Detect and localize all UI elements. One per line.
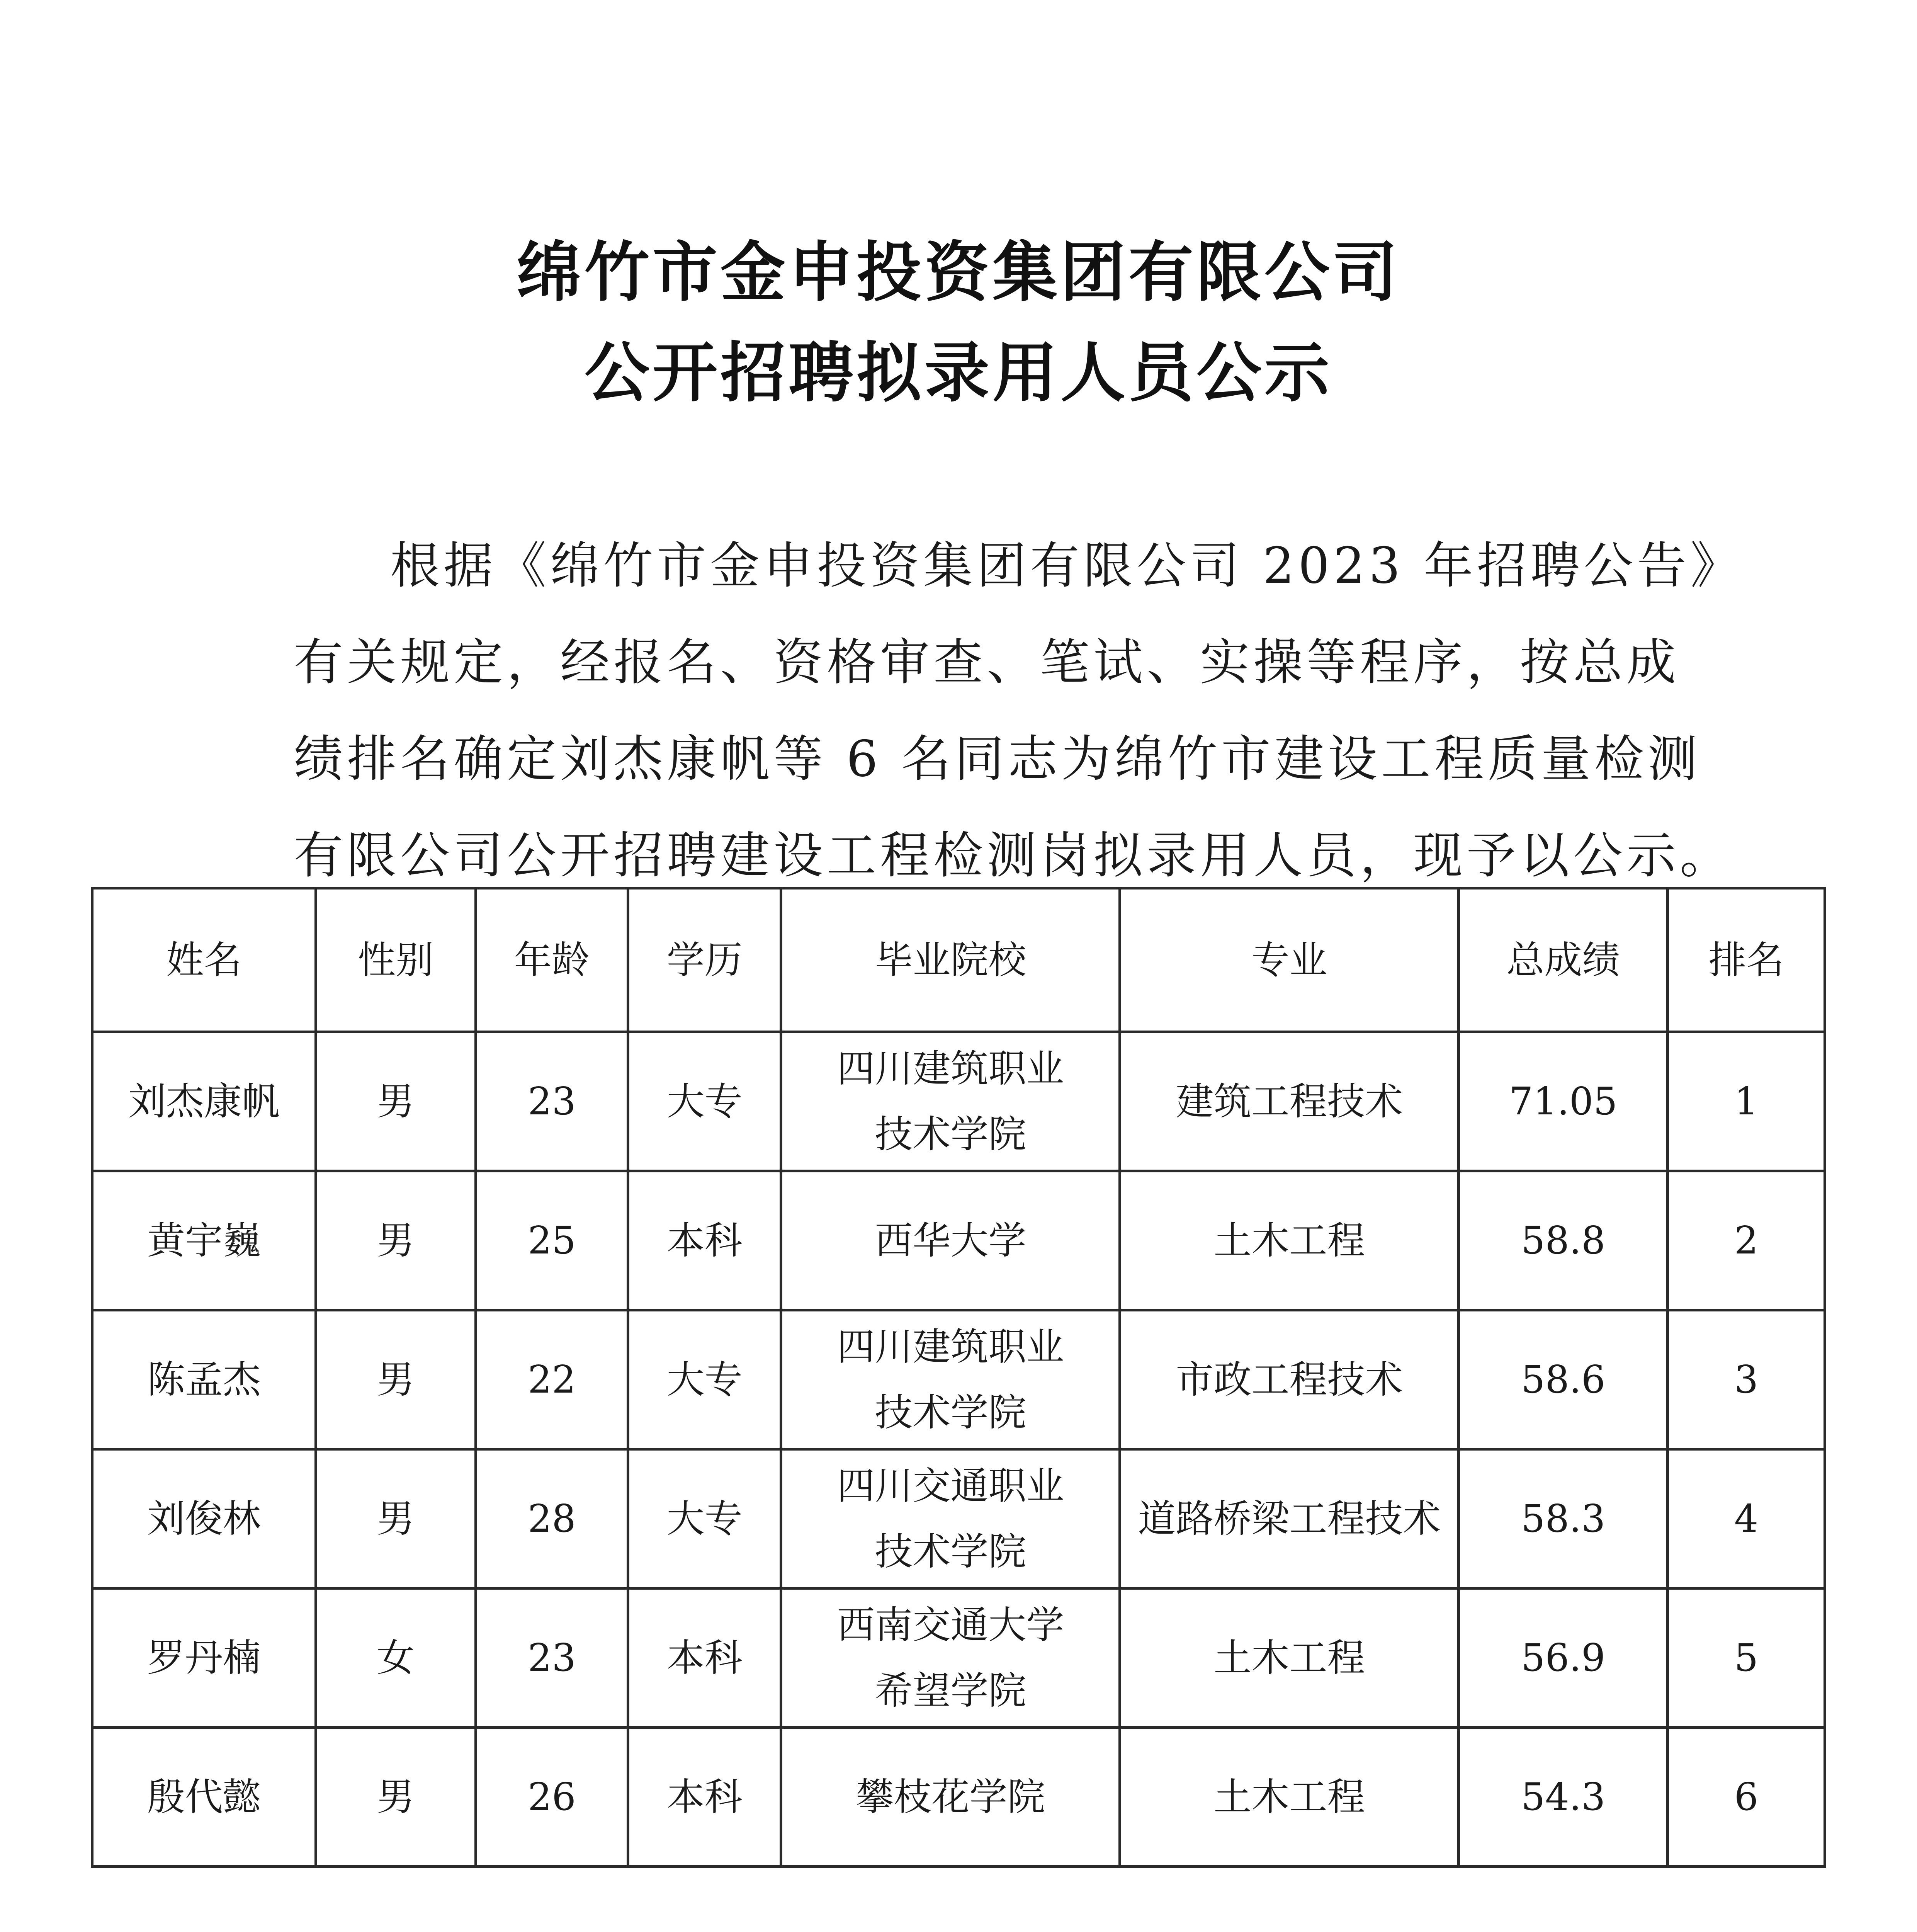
school-line: 四川建筑职业 bbox=[837, 1046, 1064, 1091]
paragraph-line: 有关规定，经报名、资格审查、笔试、实操等程序，按总成 bbox=[294, 634, 1680, 691]
cell-score: 58.3 bbox=[1459, 1449, 1668, 1588]
cell-school bbox=[781, 1310, 1120, 1449]
cell-age: 25 bbox=[476, 1171, 628, 1310]
table-row bbox=[92, 1171, 1825, 1310]
cell-sex: 男 bbox=[316, 1032, 476, 1171]
cell-education: 本科 bbox=[628, 1728, 781, 1867]
cell-sex: 男 bbox=[316, 1310, 476, 1449]
header-rank: 排名 bbox=[1668, 888, 1825, 1032]
cell-sex: 男 bbox=[316, 1449, 476, 1588]
school-line: 技术学院 bbox=[875, 1112, 1026, 1156]
candidate-table bbox=[91, 887, 1826, 1868]
header-name: 姓名 bbox=[92, 888, 316, 1032]
school-line: 技术学院 bbox=[875, 1390, 1026, 1435]
cell-education: 大专 bbox=[628, 1449, 781, 1588]
cell-sex: 男 bbox=[316, 1728, 476, 1867]
cell-age: 23 bbox=[476, 1032, 628, 1171]
header-major: 专业 bbox=[1120, 888, 1459, 1032]
cell-name: 刘俊林 bbox=[92, 1449, 316, 1588]
cell-rank: 1 bbox=[1668, 1032, 1825, 1171]
school-line: 希望学院 bbox=[875, 1668, 1026, 1713]
cell-school: 西华大学 bbox=[781, 1171, 1120, 1310]
cell-major: 市政工程技术 bbox=[1120, 1310, 1459, 1449]
document-title-line1: 绵竹市金申投资集团有限公司 bbox=[517, 234, 1400, 310]
table-row bbox=[92, 1032, 1825, 1171]
table-row bbox=[92, 1728, 1825, 1867]
cell-name: 殷代懿 bbox=[92, 1728, 316, 1867]
cell-major: 道路桥梁工程技术 bbox=[1120, 1449, 1459, 1588]
cell-age: 28 bbox=[476, 1449, 628, 1588]
cell-score: 56.9 bbox=[1459, 1588, 1668, 1728]
cell-major: 土木工程 bbox=[1120, 1171, 1459, 1310]
cell-school bbox=[781, 1032, 1120, 1171]
header-total-score: 总成绩 bbox=[1459, 888, 1668, 1032]
cell-score: 58.6 bbox=[1459, 1310, 1668, 1449]
school-line: 四川交通职业 bbox=[837, 1464, 1064, 1508]
cell-major: 土木工程 bbox=[1120, 1588, 1459, 1728]
cell-rank: 6 bbox=[1668, 1728, 1825, 1867]
cell-education: 本科 bbox=[628, 1171, 781, 1310]
cell-school bbox=[781, 1588, 1120, 1728]
cell-school bbox=[781, 1449, 1120, 1588]
document-title-line2: 公开招聘拟录用人员公示 bbox=[585, 334, 1332, 411]
announcement-paragraph bbox=[294, 518, 1744, 904]
cell-education: 大专 bbox=[628, 1032, 781, 1171]
table-row bbox=[92, 1449, 1825, 1588]
cell-rank: 2 bbox=[1668, 1171, 1825, 1310]
paragraph-line: 绩排名确定刘杰康帆等 6 名同志为绵竹市建设工程质量检测 bbox=[294, 730, 1701, 788]
cell-name: 罗丹楠 bbox=[92, 1588, 316, 1728]
cell-name: 刘杰康帆 bbox=[92, 1032, 316, 1171]
cell-sex: 女 bbox=[316, 1588, 476, 1728]
cell-education: 本科 bbox=[628, 1588, 781, 1728]
cell-rank: 5 bbox=[1668, 1588, 1825, 1728]
cell-score: 54.3 bbox=[1459, 1728, 1668, 1867]
cell-education: 大专 bbox=[628, 1310, 781, 1449]
cell-name: 黄宇巍 bbox=[92, 1171, 316, 1310]
paragraph-line: 有限公司公开招聘建设工程检测岗拟录用人员，现予以公示。 bbox=[294, 827, 1733, 884]
cell-score: 58.8 bbox=[1459, 1171, 1668, 1310]
cell-name: 陈孟杰 bbox=[92, 1310, 316, 1449]
header-sex: 性别 bbox=[316, 888, 476, 1032]
cell-age: 22 bbox=[476, 1310, 628, 1449]
cell-age: 26 bbox=[476, 1728, 628, 1867]
cell-major: 建筑工程技术 bbox=[1120, 1032, 1459, 1171]
cell-score: 71.05 bbox=[1459, 1032, 1668, 1171]
table-row bbox=[92, 1588, 1825, 1728]
cell-age: 23 bbox=[476, 1588, 628, 1728]
cell-rank: 3 bbox=[1668, 1310, 1825, 1449]
table-header-row bbox=[92, 888, 1825, 1032]
header-education: 学历 bbox=[628, 888, 781, 1032]
cell-school: 攀枝花学院 bbox=[781, 1728, 1120, 1867]
cell-major: 土木工程 bbox=[1120, 1728, 1459, 1867]
school-line: 四川建筑职业 bbox=[837, 1325, 1064, 1369]
cell-rank: 4 bbox=[1668, 1449, 1825, 1588]
header-age: 年龄 bbox=[476, 888, 628, 1032]
school-line: 西南交通大学 bbox=[837, 1603, 1064, 1647]
school-line: 技术学院 bbox=[875, 1529, 1026, 1574]
table-row bbox=[92, 1310, 1825, 1449]
header-school: 毕业院校 bbox=[781, 888, 1120, 1032]
paragraph-line: 根据《绵竹市金申投资集团有限公司 2023 年招聘公告》 bbox=[390, 537, 1744, 595]
cell-sex: 男 bbox=[316, 1171, 476, 1310]
